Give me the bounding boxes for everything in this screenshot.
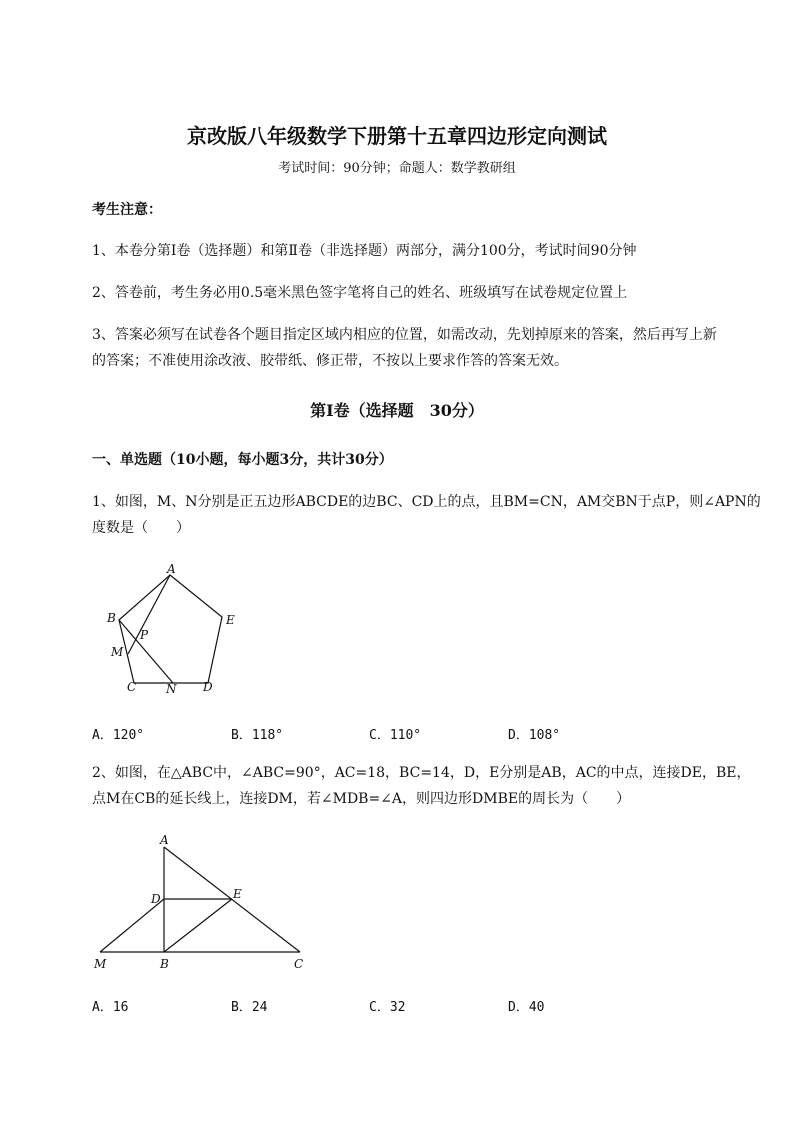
label-e: E — [233, 887, 242, 901]
part1-title: 第I卷（选择题 30分） — [310, 401, 484, 420]
label-b: B — [160, 957, 169, 971]
notice-item-1: 1、本卷分第I卷（选择题）和第Ⅱ卷（非选择题）两部分，满分100分，考试时间90分钟 — [92, 243, 637, 259]
q1-text-line2: 度数是（ ） — [92, 520, 190, 536]
label-a: A — [160, 833, 169, 847]
q2-option-b[interactable]: B．24 — [231, 1000, 268, 1015]
label-m: M — [111, 645, 124, 659]
page-title: 京改版八年级数学下册第十五章四边形定向测试 — [187, 124, 607, 148]
q2-option-c[interactable]: C．32 — [369, 1000, 406, 1015]
notice-item-3: 3、答案必须写在试卷各个题目指定区域内相应的位置，如需改动，先划掉原来的答案，然后再写上新 — [92, 327, 717, 343]
label-c: C — [127, 680, 137, 694]
segment-am — [128, 575, 170, 654]
q1-option-c[interactable]: C．110° — [369, 728, 422, 743]
label-e: E — [226, 613, 235, 627]
section-heading: 一、单选题（10小题，每小题3分，共计30分） — [92, 452, 393, 468]
q1-option-a[interactable]: A．120° — [92, 728, 145, 743]
label-n: N — [166, 682, 177, 696]
notice-item-2: 2、答卷前，考生务必用0.5毫米黑色签字笔将自己的姓名、班级填写在试卷规定位置上 — [92, 285, 628, 301]
label-a: A — [167, 562, 176, 576]
q2-triangle-figure — [88, 832, 318, 977]
label-m: M — [94, 957, 107, 971]
label-d: D — [203, 680, 213, 694]
notice-heading: 考生注意： — [92, 202, 162, 218]
q1-option-d[interactable]: D．108° — [508, 728, 561, 743]
q2-text-line1: 2、如图，在△ABC中，∠ABC=90°，AC=18，BC=14，D，E分别是AB，AC的中点，连接DE，BE， — [92, 765, 751, 781]
q1-text-line1: 1、如图，M、N分别是正五边形ABCDE的边BC、CD上的点，且BM=CN，AM交BN于点P，则∠APN的 — [92, 494, 761, 510]
segment-dm — [100, 899, 164, 952]
q1-pentagon-figure — [100, 560, 250, 700]
pentagon-abcde — [119, 575, 222, 683]
label-p: P — [140, 628, 149, 642]
q2-option-a[interactable]: A．16 — [92, 1000, 129, 1015]
segment-be — [164, 899, 232, 952]
q1-option-b[interactable]: B．118° — [231, 728, 284, 743]
q2-text-line2: 点M在CB的延长线上，连接DM，若∠MDB=∠A，则四边形DMBE的周长为（ ） — [92, 791, 631, 807]
label-d: D — [151, 892, 161, 906]
notice-item-3-cont: 的答案；不准使用涂改液、胶带纸、修正带，不按以上要求作答的答案无效。 — [92, 353, 568, 369]
exam-info: 考试时间：90分钟；命题人：数学教研组 — [278, 161, 516, 176]
label-b: B — [107, 611, 116, 625]
q2-option-d[interactable]: D．40 — [508, 1000, 545, 1015]
label-c: C — [294, 957, 304, 971]
